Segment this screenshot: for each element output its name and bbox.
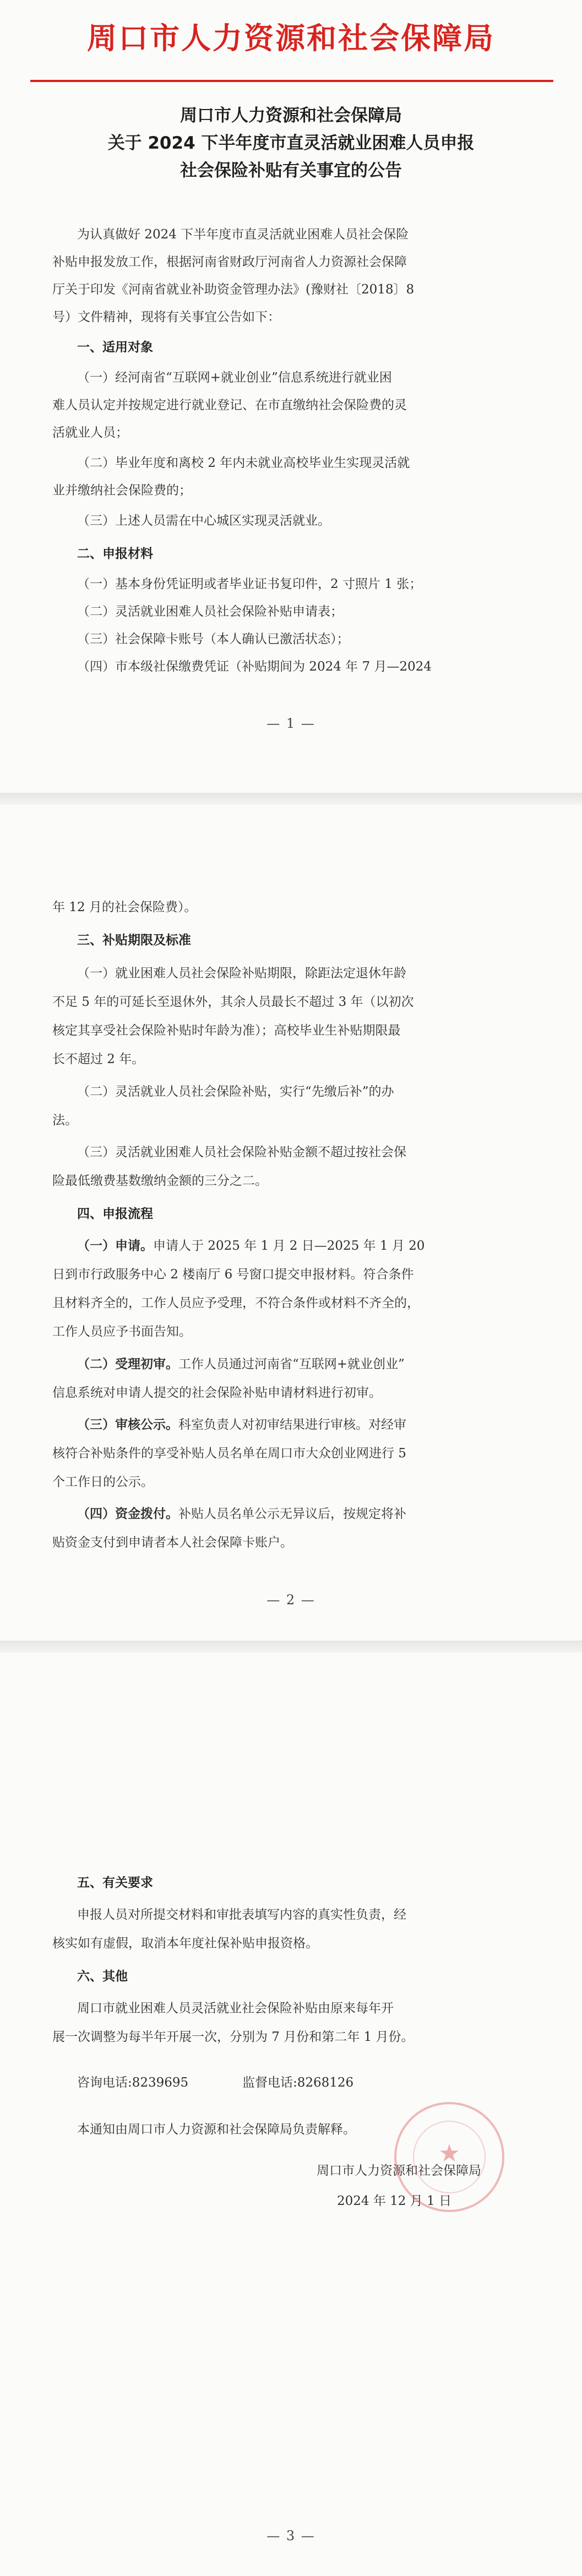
step-3-line — [77, 1416, 406, 1434]
section-3-item-3-line: （三）灵活就业困难人员社会保险补贴金额不超过按社会保 — [77, 1145, 406, 1159]
section-1-item-3: （三）上述人员需在中心城区实现灵活就业。 — [77, 514, 330, 528]
doc-title-line-1: 周口市人力资源和社会保障局 — [180, 106, 402, 126]
section-5-line: 核实如有虚假，取消本年度社保补贴申报资格。 — [52, 1936, 318, 1951]
section-1-heading: 一、适用对象 — [77, 340, 153, 355]
step-1-line — [77, 1237, 425, 1255]
section-6-heading: 六、其他 — [77, 1969, 128, 1984]
continuation-line: 年 12 月的社会保险费）。 — [52, 900, 197, 914]
step-3-text: 科室负责人对初审结果进行审核。对经审 — [178, 1418, 406, 1432]
page-number: — 3 — — [266, 2528, 316, 2544]
page-2 — [0, 805, 582, 1641]
section-2-item: （二）灵活就业困难人员社会保险补贴申请表； — [77, 604, 343, 619]
section-2-heading: 二、申报材料 — [77, 547, 153, 561]
page-3 — [0, 1653, 582, 2576]
section-1-item-2-line: 业并缴纳社会保险费的； — [52, 483, 192, 498]
intro-line: 厅关于印发《河南省就业补助资金管理办法》(豫财社〔2018〕8 — [52, 282, 415, 297]
doc-title-line-2: 关于 2024 下半年度市直灵活就业困难人员申报 — [107, 133, 475, 153]
section-1-item-1-line: 活就业人员； — [52, 426, 128, 440]
section-2-item: （四）市本级社保缴费凭证（补贴期间为 2024 年 7 月—2024 — [77, 660, 432, 674]
intro-line: 号）文件精神，现将有关事宜公告如下： — [52, 310, 280, 324]
doc-title-line-3: 社会保险补贴有关事宜的公告 — [180, 161, 402, 181]
section-1-item-2-line: （二）毕业年度和离校 2 年内未就业高校毕业生实现灵活就 — [77, 456, 410, 470]
section-3-item-2-line: （二）灵活就业人员社会保险补贴，实行“先缴后补”的办 — [77, 1085, 394, 1099]
section-3-item-3-line: 险最低缴费基数缴纳金额的三分之二。 — [52, 1174, 268, 1188]
intro-line: 补贴申报发放工作，根据河南省财政厅河南省人力资源社会保障 — [52, 255, 407, 269]
step-1-text: 申请人于 2025 年 1 月 2 日—2025 年 1 月 20 — [153, 1239, 425, 1253]
section-3-heading: 三、补贴期限及标准 — [77, 933, 191, 947]
signature-organization: 周口市人力资源和社会保障局 — [317, 2164, 481, 2178]
seal-star-icon: ★ — [438, 2139, 460, 2167]
step-4-line: 贴资金支付到申请者本人社会保障卡账户。 — [52, 1535, 293, 1550]
step-4-line — [77, 1505, 406, 1523]
intro-line: 为认真做好 2024 下半年度市直灵活就业困难人员社会保险 — [77, 227, 409, 242]
section-2-item: （一）基本身份凭证明或者毕业证书复印件，2 寸照片 1 张； — [77, 577, 422, 591]
step-2-text: 工作人员通过河南省“互联网+就业创业” — [178, 1357, 405, 1371]
signature-date: 2024 年 12 月 1 日 — [337, 2194, 452, 2208]
section-3-item-1-line: 不足 5 年的可延长至退休外，其余人员最长不超过 3 年（以初次 — [52, 995, 414, 1009]
section-1-item-1-line: （一）经河南省“互联网+就业创业”信息系统进行就业困 — [77, 371, 392, 385]
step-3-label: （三）审核公示。 — [77, 1418, 178, 1432]
step-4-text: 补贴人员名单公示无异议后，按规定将补 — [178, 1507, 406, 1521]
agency-red-header: 周口市人力资源和社会保障局 — [87, 20, 495, 56]
step-1-line: 日到市行政服务中心 2 楼南厅 6 号窗口提交申报材料。符合条件 — [52, 1267, 414, 1282]
section-1-item-1-line: 难人员认定并按规定进行就业登记、在市直缴纳社会保险费的灵 — [52, 398, 407, 412]
step-2-label: （二）受理初审。 — [77, 1357, 178, 1371]
step-2-line — [77, 1355, 405, 1373]
section-6-line: 周口市就业困难人员灵活就业社会保险补贴由原来每年开 — [77, 2001, 394, 2016]
page-number: — 1 — — [266, 716, 316, 731]
page-separator — [0, 1641, 582, 1653]
supervision-phone: 监督电话:8268126 — [242, 2076, 354, 2090]
section-2-item: （三）社会保障卡账号（本人确认已激活状态）； — [77, 632, 350, 646]
section-6-line: 展一次调整为每半年开展一次，分别为 7 月份和第二年 1 月份。 — [52, 2030, 414, 2044]
section-5-heading: 五、有关要求 — [77, 1876, 153, 1890]
step-3-line: 个工作日的公示。 — [52, 1475, 154, 1489]
step-3-line: 核符合补贴条件的享受补贴人员名单在周口市大众创业网进行 5 — [52, 1446, 406, 1461]
section-5-line: 申报人员对所提交材料和审批表填写内容的真实性负责，经 — [77, 1908, 406, 1922]
step-1-line: 且材料齐全的，工作人员应予受理，不符合条件或材料不齐全的， — [52, 1296, 420, 1310]
page-number: — 2 — — [266, 1592, 316, 1608]
section-3-item-1-line: 长不超过 2 年。 — [52, 1052, 145, 1066]
section-3-item-1-line: 核定其享受社会保险补贴时年龄为准）；高校毕业生补贴期限最 — [52, 1023, 401, 1038]
official-seal-stamp — [394, 2102, 504, 2212]
section-4-heading: 四、申报流程 — [77, 1207, 153, 1221]
section-3-item-2-line: 法。 — [52, 1113, 78, 1128]
page-separator — [0, 793, 582, 805]
interpretation-note: 本通知由周口市人力资源和社会保障局负责解释。 — [77, 2122, 356, 2137]
red-divider-line — [30, 80, 553, 82]
section-3-item-1-line: （一）就业困难人员社会保险补贴期限，除距法定退休年龄 — [77, 966, 406, 981]
step-1-label: （一）申请。 — [77, 1239, 153, 1253]
step-4-label: （四）资金拨付。 — [77, 1507, 178, 1521]
contact-phone: 咨询电话:8239695 — [77, 2076, 189, 2090]
page-1 — [0, 0, 582, 793]
step-2-line: 信息系统对申请人提交的社会保险补贴申请材料进行初审。 — [52, 1386, 382, 1400]
step-1-line: 工作人员应予书面告知。 — [52, 1325, 192, 1339]
